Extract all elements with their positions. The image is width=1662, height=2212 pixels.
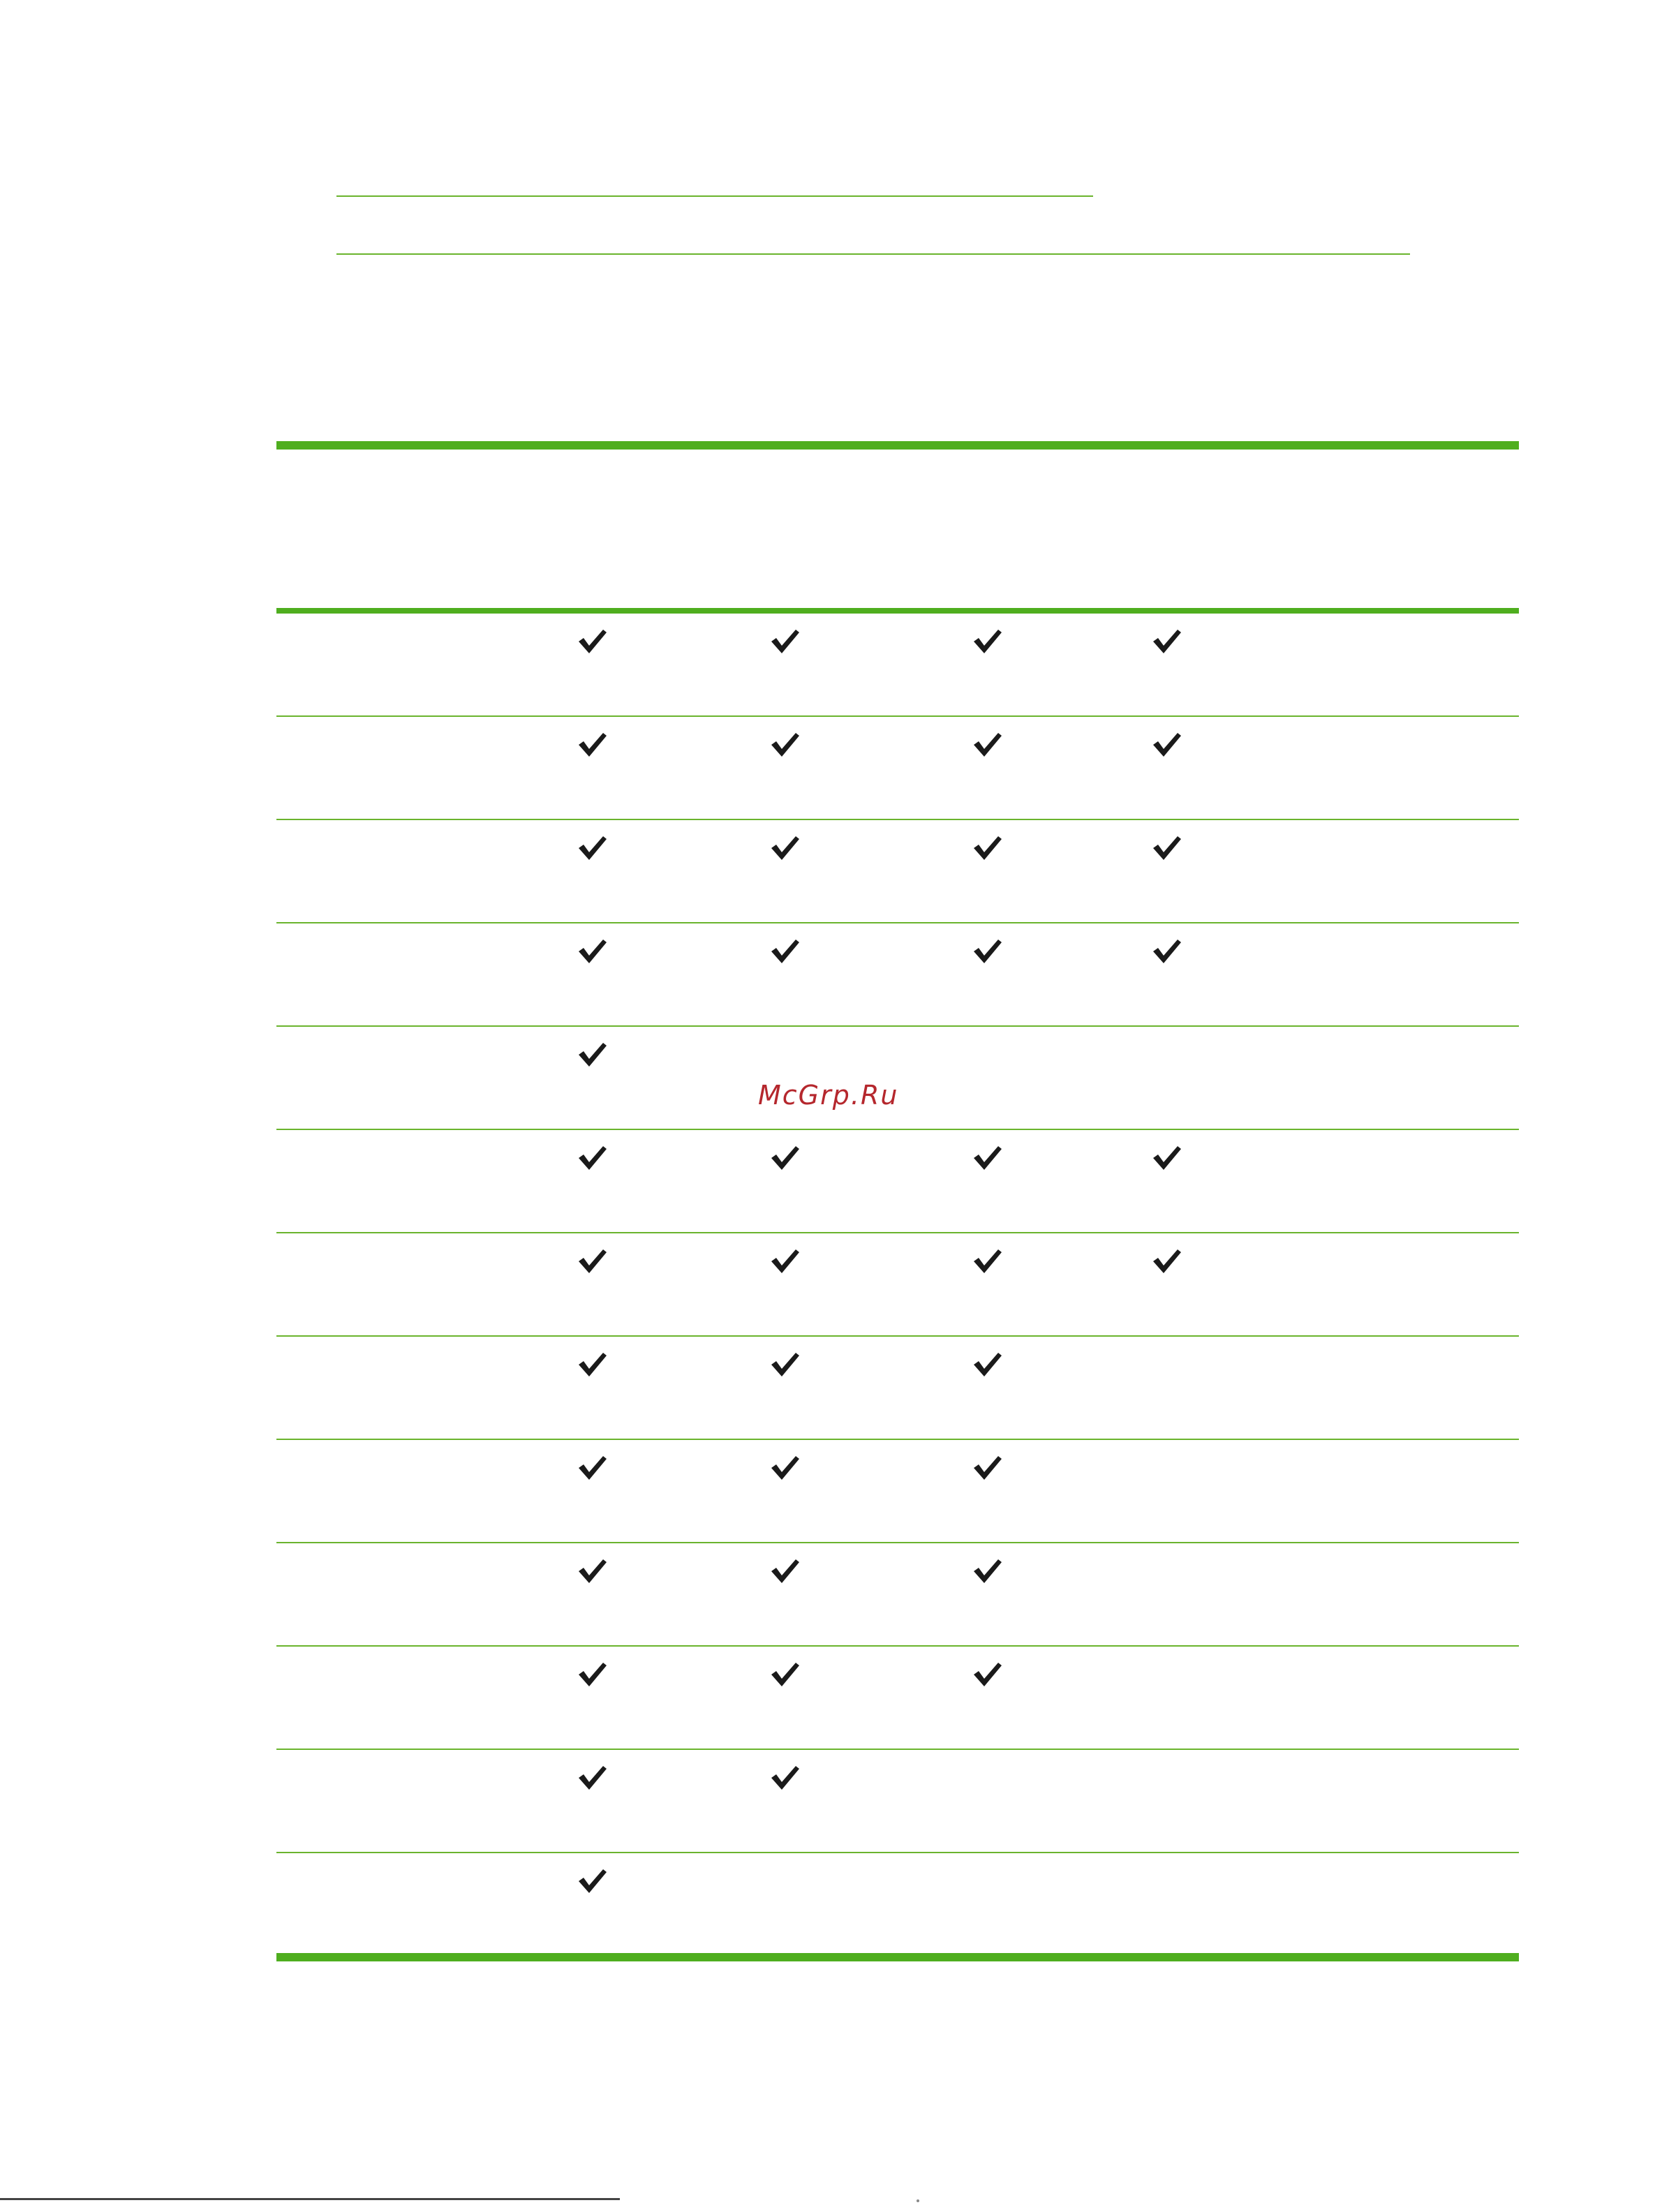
- table-row: [276, 1750, 1519, 1853]
- checkmark-icon: [769, 1351, 801, 1379]
- checkmark-icon: [769, 1454, 801, 1482]
- checkmark-icon: [972, 1454, 1004, 1482]
- checkmark-icon: [972, 731, 1004, 759]
- checkmark-icon: [972, 1144, 1004, 1172]
- checkmark-icon: [972, 834, 1004, 862]
- table-row: [276, 923, 1519, 1027]
- checkmark-icon: [577, 1351, 609, 1379]
- checkmark-icon: [972, 937, 1004, 965]
- table-row: [276, 717, 1519, 820]
- checkmark-icon: [577, 1247, 609, 1275]
- checkmark-icon: [972, 1351, 1004, 1379]
- checkmark-icon: [577, 731, 609, 759]
- checkmark-icon: [1151, 731, 1183, 759]
- checkmark-icon: [972, 1661, 1004, 1688]
- table-row: [276, 1027, 1519, 1130]
- checkmark-icon: [769, 1661, 801, 1688]
- table-row: [276, 1853, 1519, 1953]
- checkmark-icon: [769, 834, 801, 862]
- footer-rule: [0, 2198, 620, 2200]
- table-top-rule: [276, 441, 1519, 450]
- table-row: [276, 614, 1519, 717]
- checkmark-icon: [769, 937, 801, 965]
- table-row: [276, 820, 1519, 923]
- table-bottom-rule: [276, 1953, 1519, 1961]
- table-row: [276, 1130, 1519, 1233]
- table-row: [276, 1543, 1519, 1647]
- table-header: [276, 450, 1519, 608]
- checkmark-icon: [1151, 1144, 1183, 1172]
- footer-mark: [917, 2199, 919, 2202]
- checkmark-icon: [769, 1764, 801, 1792]
- checkmark-icon: [1151, 937, 1183, 965]
- checkmark-icon: [769, 1144, 801, 1172]
- checkmark-icon: [577, 1867, 609, 1895]
- checkmark-icon: [769, 1247, 801, 1275]
- checkmark-icon: [769, 731, 801, 759]
- table-row: [276, 1647, 1519, 1750]
- checkmark-icon: [577, 1764, 609, 1792]
- checkmark-icon: [577, 628, 609, 655]
- checkmark-icon: [577, 937, 609, 965]
- table-row: [276, 1440, 1519, 1543]
- checkmark-icon: [769, 628, 801, 655]
- table-row: [276, 1337, 1519, 1440]
- checkmark-icon: [769, 1557, 801, 1585]
- checkmark-icon: [577, 1144, 609, 1172]
- table-row: [276, 1233, 1519, 1337]
- checkmark-icon: [577, 1454, 609, 1482]
- link-underline[interactable]: [336, 253, 1410, 255]
- checkmark-icon: [1151, 628, 1183, 655]
- checkmark-icon: [577, 834, 609, 862]
- table-header-rule: [276, 608, 1519, 614]
- checkmark-icon: [577, 1041, 609, 1069]
- feature-table: [276, 441, 1519, 1961]
- checkmark-icon: [577, 1661, 609, 1688]
- watermark-text: McGrp.Ru: [758, 1080, 899, 1111]
- table-body: [276, 614, 1519, 1953]
- checkmark-icon: [972, 1557, 1004, 1585]
- checkmark-icon: [972, 1247, 1004, 1275]
- checkmark-icon: [1151, 834, 1183, 862]
- checkmark-icon: [972, 628, 1004, 655]
- checkmark-icon: [577, 1557, 609, 1585]
- link-underline[interactable]: [336, 195, 1093, 197]
- checkmark-icon: [1151, 1247, 1183, 1275]
